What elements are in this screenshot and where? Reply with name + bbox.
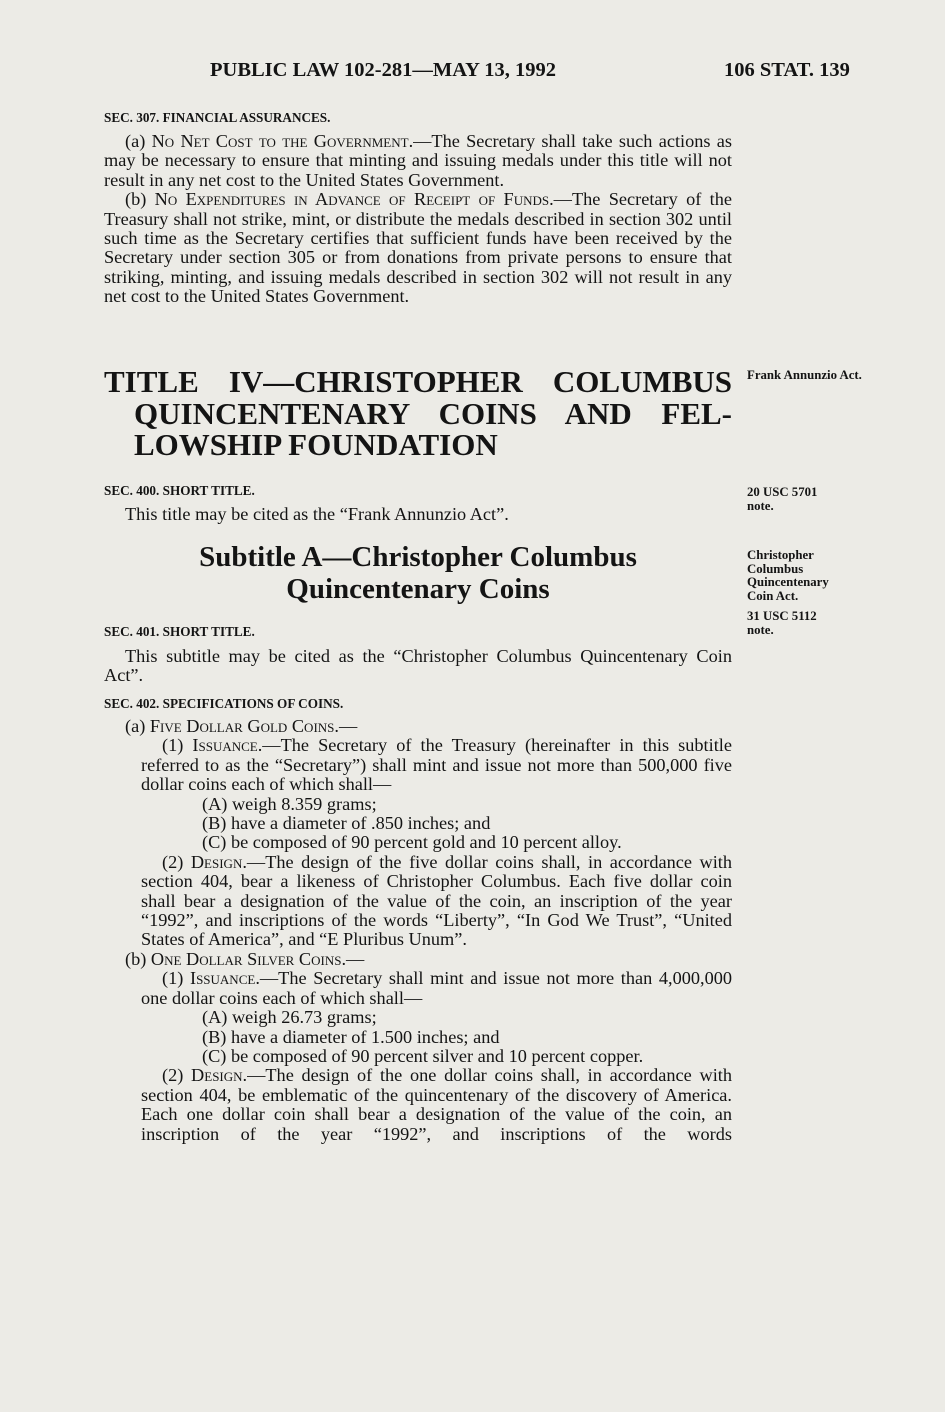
margin-note-line: 20 USC 5701 [747, 485, 818, 499]
paragraph-402b [104, 950, 732, 969]
para-text: .—The Secretary of the Treasury shall not strike, mint, or distribute the medals described in section 302 until such time as the Secretary certifies that sufficient funds have been received by the Secretary under section 305 or from donations from private persons to ensure that striking, minting, and issuing medals described in section 302 will not result in any net cost to the United States Government. [104, 189, 732, 307]
page-header [0, 59, 945, 89]
item-402b1-A: (A) weigh 26.73 grams; [202, 1007, 377, 1028]
paragraph-402a2 [104, 853, 732, 950]
para-text: .—The Secretary shall mint and issue not more than 4,000,000 one dollar coins each of which shall— [141, 968, 733, 1008]
header-stat-page: 106 STAT. 139 [724, 59, 850, 81]
para-caption: Design [190, 851, 243, 872]
subtitle-a-heading [104, 541, 732, 605]
para-dash: .— [341, 948, 365, 969]
paragraph-402a [104, 717, 732, 736]
margin-note-frank-annunzio: Frank Annunzio Act. [747, 368, 862, 382]
margin-note-line: note. [747, 622, 774, 637]
para-label: (b) [125, 189, 155, 210]
section-heading: SEC. 402. SPECIFICATIONS OF COINS. [104, 696, 344, 711]
para-label: (2) [162, 1065, 192, 1086]
para-label: (b) [125, 948, 151, 969]
paragraph-307b [104, 190, 732, 306]
paragraph-307a [104, 132, 732, 190]
para-caption: One Dollar Silver Coins [150, 948, 342, 969]
section-402 [104, 696, 732, 1144]
item-402b1-C: (C) be composed of 90 percent silver and 10 percent copper. [202, 1045, 644, 1066]
subtitle-line-1: Subtitle A—Christopher Columbus [199, 541, 637, 573]
para-text: .—The design of the five dollar coins shall, in accordance with section 404, bear a likeness of Christopher Columbus. Each five dollar coin shall bear a designation of the value of the coin, an inscription of the year “1992”, and inscriptions of the words “Liberty”, “In God We Trust”, “United States of America”, and “E Pluribus Unum”. [141, 851, 732, 950]
item-402a1-A: (A) weigh 8.359 grams; [202, 793, 377, 814]
item-402b1-B: (B) have a diameter of 1.500 inches; and [202, 1026, 500, 1047]
para-text: .—The design of the one dollar coins shall, in accordance with section 404, be emblematic of the quincentenary of the discovery of America. Each one dollar coin shall bear a designation of the value of the coin, an inscription of the year “1992”, and inscriptions of the words [141, 1065, 732, 1144]
margin-note-line: 31 USC 5112 [747, 609, 817, 623]
paragraph-401: This subtitle may be cited as the “Christopher Columbus Quincentenary Coin Act”. [104, 646, 732, 686]
margin-note-usc-5112 [747, 610, 877, 637]
title-iv-heading [104, 366, 732, 461]
para-caption: Issuance [192, 735, 258, 756]
section-heading: SEC. 400. SHORT TITLE. [104, 483, 255, 498]
para-label: (a) [125, 716, 150, 736]
margin-note-line: note. [747, 498, 774, 513]
header-title: PUBLIC LAW 102-281—MAY 13, 1992 [210, 59, 557, 81]
section-307 [104, 110, 732, 307]
paragraph-402b1 [104, 969, 732, 1008]
title-line-2: QUINCENTENARY COINS AND FEL- [134, 395, 732, 431]
section-400 [104, 483, 732, 524]
para-label: (1) [162, 968, 190, 989]
section-heading: SEC. 401. SHORT TITLE. [104, 624, 255, 639]
title-line-1: TITLE IV—CHRISTOPHER COLUMBUS [104, 364, 732, 399]
margin-note-usc-5701 [747, 486, 877, 513]
para-text: .—The Secretary of the Treasury (hereinafter in this subtitle referred to as the “Secretary”) shall mint and issue not more than 500,000 five dollar coins each of which shall— [141, 735, 732, 795]
para-caption: No Expenditures in Advance of Receipt of Funds [154, 189, 550, 210]
para-caption: Design [191, 1065, 243, 1086]
paragraph-400: This title may be cited as the “Frank Annunzio Act”. [125, 504, 509, 524]
para-text: .—The Secretary shall take such actions as may be necessary to ensure that minting and issuing medals under this title will not result in any net cost to the United States Government. [104, 131, 732, 190]
margin-note-coin-act: Christopher Columbus Quincentenary Coin Act. [747, 548, 829, 603]
para-caption: Five Dollar Gold Coins [149, 716, 335, 736]
paragraph-402b2 [104, 1066, 732, 1144]
para-label: (a) [125, 131, 152, 151]
title-line-3: LOWSHIP FOUNDATION [134, 427, 498, 462]
para-caption: Issuance [189, 968, 256, 989]
paragraph-402a1 [104, 736, 732, 794]
para-caption: No Net Cost to the Government [151, 131, 409, 151]
para-label: (2) [162, 851, 191, 872]
item-402a1-B: (B) have a diameter of .850 inches; and [202, 813, 491, 834]
para-label: (1) [162, 735, 193, 756]
item-402a1-C: (C) be composed of 90 percent gold and 10 percent alloy. [202, 832, 622, 853]
section-401 [104, 624, 732, 686]
subtitle-line-2: Quincentenary Coins [286, 573, 550, 605]
section-heading: SEC. 307. FINANCIAL ASSURANCES. [104, 110, 331, 125]
para-dash: .— [334, 716, 358, 736]
